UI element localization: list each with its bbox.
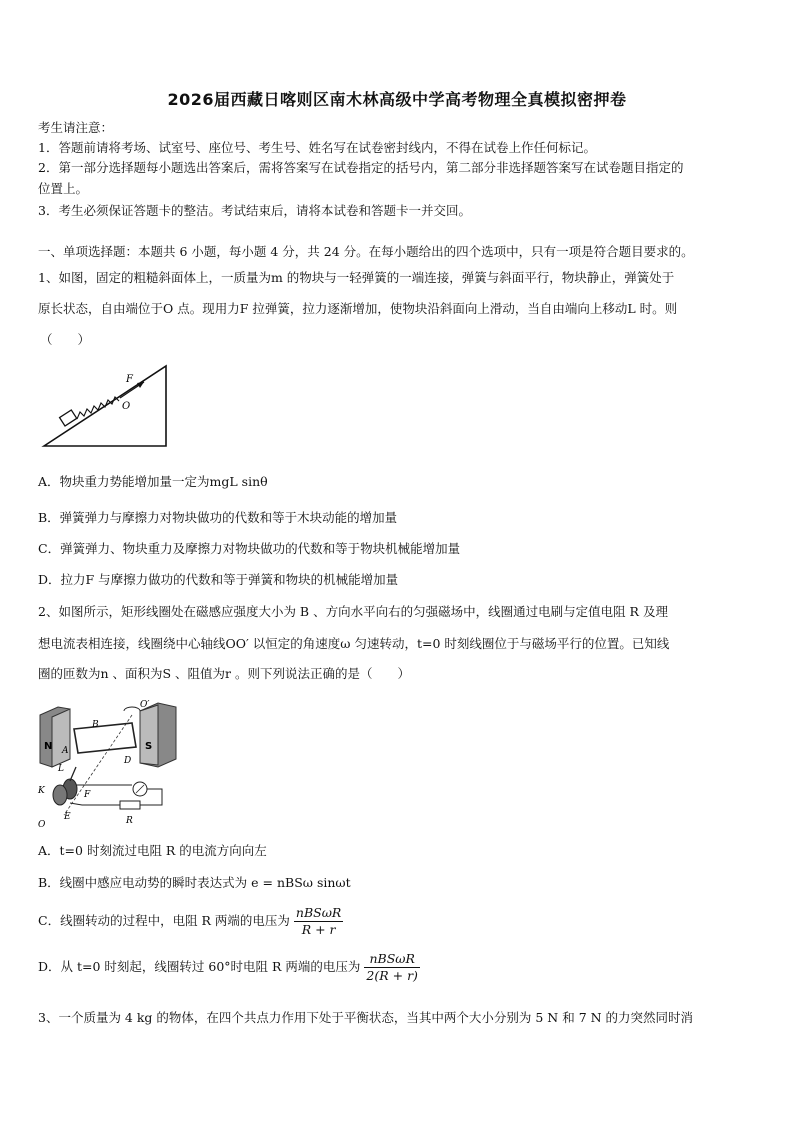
q2-fig-label-O-prime: O′ [140, 700, 150, 710]
q2-fig-label-D: D [124, 756, 132, 766]
q2-fig-label-S: S [145, 741, 153, 752]
q2-fig-label-B: B [92, 720, 99, 730]
q1-incline-figure [40, 362, 170, 450]
q1-answer-bracket: （ ） [40, 332, 91, 347]
q1-stem-line: 1、如图，固定的粗糙斜面体上，一质量为m 的物块与一轻弹簧的一端连接，弹簧与斜面平行，物块静止，弹簧处于 [38, 270, 675, 285]
q2-option-c [38, 903, 758, 939]
q2-option-d-text: D．从 t=0 时刻起，线圈转过 60°时电阻 R 两端的电压为 [38, 959, 361, 974]
q2-generator-figure [36, 697, 186, 832]
q2-option-b: B．线圈中感应电动势的瞬时表达式为 e = nBSω sinωt [38, 875, 351, 890]
q2-option-d-fraction [364, 951, 420, 984]
q1-fig-label-F: F [126, 374, 133, 385]
q2-fig-label-N: N [44, 741, 53, 752]
q1-option-d: D．拉力F 与摩擦力做功的代数和等于弹簧和物块的机械能增加量 [38, 572, 399, 587]
q1-option-b: B．弹簧弹力与摩擦力对物块做功的代数和等于木块动能的增加量 [38, 510, 398, 525]
q2-option-c-fraction [294, 905, 343, 938]
q2-stem-line: 圈的匝数为n 、面积为S 、阻值为r 。则下列说法正确的是（ ） [38, 666, 411, 681]
q1-option-a: A．物块重力势能增加量一定为mgL sinθ [38, 474, 268, 489]
q1-option-c: C．弹簧弹力、物块重力及摩擦力对物块做功的代数和等于物块机械能增加量 [38, 541, 461, 556]
fraction-denominator: R + r [301, 922, 336, 937]
q2-fig-label-L: L [58, 764, 64, 774]
fraction-denominator: 2(R + r) [366, 968, 418, 983]
page-title: 2026届西藏日喀则区南木林高级中学高考物理全真模拟密押卷 [167, 90, 627, 109]
q2-stem-line: 2、如图所示，矩形线圈处在磁感应强度大小为 B 、方向水平向右的匀强磁场中，线圈通过电刷与定值电阻 R 及理 [38, 604, 668, 619]
q2-fig-label-K: K [38, 786, 45, 796]
q2-fig-label-A: A [62, 746, 69, 756]
q2-fig-label-E: E [64, 812, 71, 822]
notice-item: 2．第一部分选择题每小题选出答案后，需将答案写在试卷指定的括号内，第二部分非选择题答案写在试卷题目指定的 [38, 160, 684, 175]
q3-stem-line: 3、一个质量为 4 kg 的物体，在四个共点力作用下处于平衡状态，当其中两个大小分别为 5 N 和 7 N 的力突然同时消 [38, 1010, 694, 1025]
q2-option-c-text: C．线圈转动的过程中，电阻 R 两端的电压为 [38, 913, 290, 928]
q2-option-a: A．t=0 时刻流过电阻 R 的电流方向向左 [38, 843, 267, 858]
notice-item: 3．考生必须保证答题卡的整洁。考试结束后，请将本试卷和答题卡一并交回。 [38, 203, 471, 218]
notice-item: 位置上。 [38, 181, 89, 196]
q2-fig-label-F: F [84, 790, 91, 800]
notice-item: 1．答题前请将考场、试室号、座位号、考生号、姓名写在试卷密封线内，不得在试卷上作任何标记。 [38, 140, 596, 155]
q1-fig-label-O: O [122, 401, 131, 412]
q2-option-d [38, 949, 758, 985]
fraction-numerator: nBSωR [364, 951, 420, 968]
q1-stem-line: 原长状态，自由端位于O 点。现用力F 拉弹簧，拉力逐渐增加，使物块沿斜面向上滑动，当自由端向上移动L 时。则 [38, 301, 678, 316]
fraction-numerator: nBSωR [295, 905, 342, 920]
q2-stem-line: 想电流表相连接，线圈绕中心轴线OO′ 以恒定的角速度ω 匀速转动，t=0 时刻线圈位于与磁场平行的位置。已知线 [38, 636, 670, 651]
notice-heading: 考生请注意： [38, 120, 114, 135]
section-heading: 一、单项选择题：本题共 6 小题，每小题 4 分，共 24 分。在每小题给出的四个选项中，只有一项是符合题目要求的。 [38, 244, 694, 259]
q2-fig-label-O: O [38, 820, 46, 830]
q2-fig-label-R: R [126, 816, 133, 826]
